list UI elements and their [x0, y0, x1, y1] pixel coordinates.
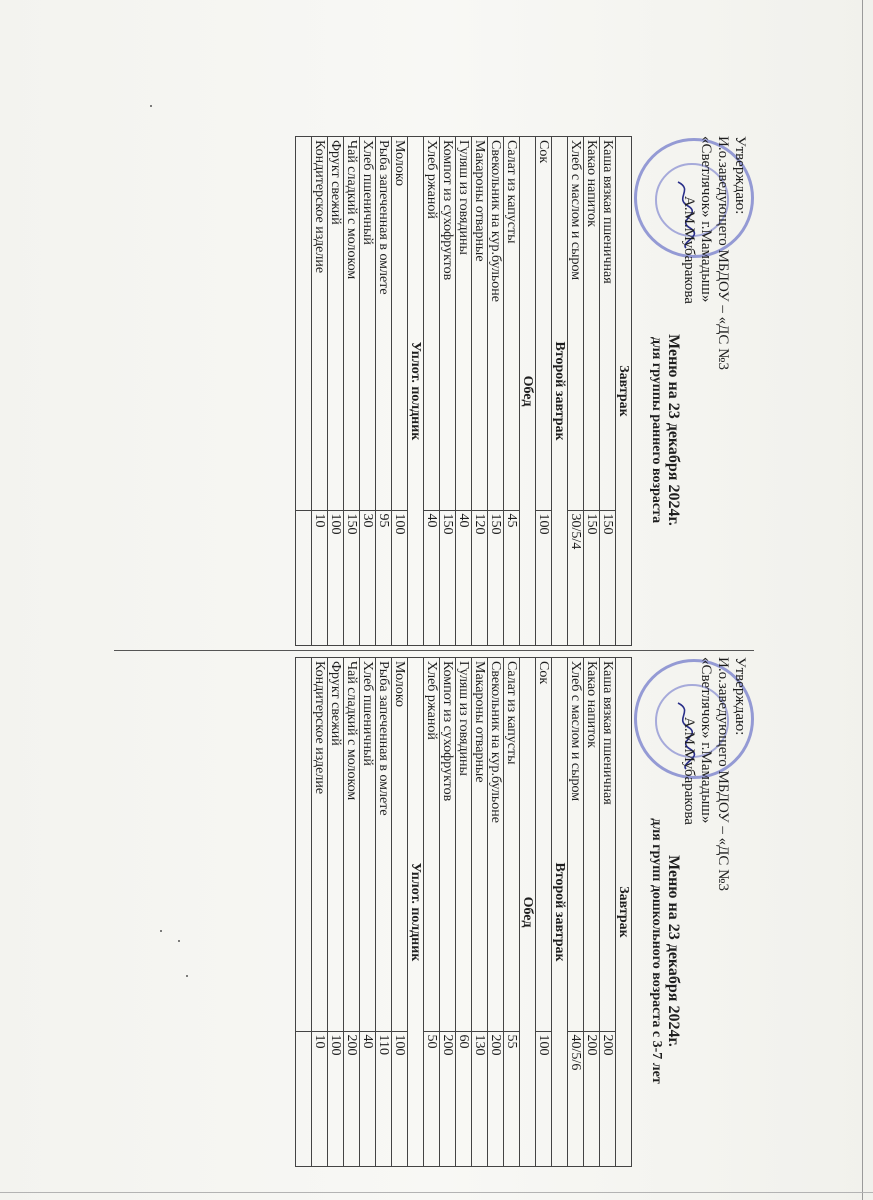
- dish-name: Сок: [536, 658, 552, 1032]
- section-heading: Завтрак: [616, 137, 632, 646]
- dish-name: Рыба запеченная в омлете: [376, 658, 392, 1032]
- dish-portion: 200: [600, 1031, 616, 1166]
- table-row: [376, 137, 392, 646]
- scan-speck: [150, 105, 152, 107]
- dish-portion: 40/5/6: [568, 1031, 584, 1166]
- table-row: [504, 658, 520, 1167]
- section-row: [408, 658, 424, 1167]
- section-heading: Обед: [520, 137, 536, 646]
- menu-title: Меню на 23 декабря 2024г.: [665, 334, 682, 526]
- table-row: [456, 137, 472, 646]
- section-heading: Обед: [520, 658, 536, 1167]
- menu-table: [295, 657, 632, 1167]
- dish-portion: 100: [392, 510, 408, 645]
- approval-line: «Светлячок» г.Мамадыш»: [698, 657, 714, 824]
- dish-portion: 40: [456, 510, 472, 645]
- section-heading: Второй завтрак: [552, 137, 568, 646]
- section-row: [552, 658, 568, 1167]
- dish-name: Фрукт свежий: [328, 658, 344, 1032]
- dish-portion: 100: [392, 1031, 408, 1166]
- dish-name: Чай сладкий с молоком: [344, 658, 360, 1032]
- table-row: [296, 658, 312, 1167]
- approval-line: И.о.заведующего МБДОУ – «ДС №3: [715, 136, 731, 370]
- dish-portion: 100: [536, 1031, 552, 1166]
- table-row: [344, 137, 360, 646]
- dish-name: Молоко: [392, 137, 408, 511]
- dish-name: Фрукт свежий: [328, 137, 344, 511]
- section-row: [520, 658, 536, 1167]
- dish-name: Компот из сухофруктов: [440, 137, 456, 511]
- dish-name: Чай сладкий с молоком: [344, 137, 360, 511]
- dish-name: Компот из сухофруктов: [440, 658, 456, 1032]
- approval-line: «Светлячок» г.Мамадыш»: [698, 136, 714, 303]
- section-row: [616, 137, 632, 646]
- table-row: [600, 137, 616, 646]
- dish-name: Салат из капусты: [504, 137, 520, 511]
- dish-name: Хлеб ржаной: [424, 658, 440, 1032]
- dish-portion: 200: [440, 1031, 456, 1166]
- dish-name: Каша вязкая пшеничная: [600, 658, 616, 1032]
- table-row: [360, 137, 376, 646]
- table-row: [344, 658, 360, 1167]
- table-row: [328, 137, 344, 646]
- table-row: [568, 658, 584, 1167]
- approval-block: [680, 657, 748, 891]
- dish-name: Салат из капусты: [504, 658, 520, 1032]
- table-row: [504, 137, 520, 646]
- dish-portion: 100: [328, 1031, 344, 1166]
- dish-portion: 110: [376, 1031, 392, 1166]
- dish-portion: 150: [488, 510, 504, 645]
- table-row: [472, 137, 488, 646]
- table-row: [312, 137, 328, 646]
- dish-portion: 30: [360, 510, 376, 645]
- section-heading: Уплот. полдник: [408, 658, 424, 1167]
- dish-portion: [296, 1031, 312, 1166]
- dish-portion: 100: [328, 510, 344, 645]
- dish-name: Свекольник на кур.бульоне: [488, 137, 504, 511]
- table-row: [536, 137, 552, 646]
- page-edge-line: [862, 0, 863, 1200]
- dish-name: Макароны отварные: [472, 137, 488, 511]
- approval-line: Утверждаю:: [732, 657, 748, 736]
- menu-title: Меню на 23 декабря 2024г.: [665, 855, 682, 1047]
- menu-sheet: [114, 130, 754, 1170]
- table-row: [328, 658, 344, 1167]
- dish-portion: 60: [456, 1031, 472, 1166]
- table-row: [600, 658, 616, 1167]
- section-row: [408, 137, 424, 646]
- table-row: [312, 658, 328, 1167]
- dish-name: Кондитерское изделие: [312, 137, 328, 511]
- section-row: [520, 137, 536, 646]
- dish-portion: 120: [472, 510, 488, 645]
- table-row: [584, 137, 600, 646]
- dish-portion: 150: [584, 510, 600, 645]
- dish-name: [296, 137, 312, 511]
- dish-name: Хлеб ржаной: [424, 137, 440, 511]
- table-row: [488, 137, 504, 646]
- approval-line: Утверждаю:: [732, 136, 748, 215]
- menu-title-block: [648, 741, 682, 1161]
- dish-portion: 10: [312, 1031, 328, 1166]
- dish-name: Молоко: [392, 658, 408, 1032]
- dish-portion: [296, 510, 312, 645]
- table-row: [536, 658, 552, 1167]
- dish-name: Хлеб пшеничный: [360, 658, 376, 1032]
- dish-name: Какао напиток: [584, 137, 600, 511]
- dish-portion: 130: [472, 1031, 488, 1166]
- table-row: [456, 658, 472, 1167]
- table-row: [568, 137, 584, 646]
- approval-line: А.М.Мубаракова: [681, 717, 697, 825]
- approval-line: А.М.Мубаракова: [681, 196, 697, 304]
- menu-subtitle: для групп дошкольного возраста с 3-7 лет: [649, 818, 664, 1084]
- menu-early-age: [114, 130, 754, 650]
- dish-name: Свекольник на кур.бульоне: [488, 658, 504, 1032]
- section-heading: Уплот. полдник: [408, 137, 424, 646]
- table-row: [376, 658, 392, 1167]
- table-row: [392, 137, 408, 646]
- section-heading: Второй завтрак: [552, 658, 568, 1167]
- dish-portion: 95: [376, 510, 392, 645]
- dish-name: Гуляш из говядины: [456, 658, 472, 1032]
- menu-table-body: [296, 658, 632, 1167]
- dish-portion: 150: [440, 510, 456, 645]
- dish-name: Хлеб с маслом и сыром: [568, 658, 584, 1032]
- dish-name: Гуляш из говядины: [456, 137, 472, 511]
- section-row: [616, 658, 632, 1167]
- dish-portion: 200: [344, 1031, 360, 1166]
- menu-table: [295, 136, 632, 646]
- dish-portion: 150: [344, 510, 360, 645]
- table-row: [392, 658, 408, 1167]
- dish-portion: 100: [536, 510, 552, 645]
- dish-portion: 200: [488, 1031, 504, 1166]
- dish-name: Хлеб с маслом и сыром: [568, 137, 584, 511]
- dish-portion: 40: [360, 1031, 376, 1166]
- section-row: [552, 137, 568, 646]
- table-row: [440, 137, 456, 646]
- table-row: [488, 658, 504, 1167]
- approval-block: [680, 136, 748, 370]
- dish-portion: 30/5/4: [568, 510, 584, 645]
- dish-name: Каша вязкая пшеничная: [600, 137, 616, 511]
- table-row: [472, 658, 488, 1167]
- section-heading: Завтрак: [616, 658, 632, 1167]
- table-row: [584, 658, 600, 1167]
- menu-table-body: [296, 137, 632, 646]
- table-row: [424, 658, 440, 1167]
- table-row: [360, 658, 376, 1167]
- dish-portion: 150: [600, 510, 616, 645]
- dish-name: Рыба запеченная в омлете: [376, 137, 392, 511]
- dish-portion: 45: [504, 510, 520, 645]
- menu-subtitle: для группы раннего возраста: [649, 336, 664, 524]
- dish-name: Макароны отварные: [472, 658, 488, 1032]
- dish-name: Хлеб пшеничный: [360, 137, 376, 511]
- approval-line: И.о.заведующего МБДОУ – «ДС №3: [715, 657, 731, 891]
- dish-portion: 55: [504, 1031, 520, 1166]
- dish-name: Кондитерское изделие: [312, 658, 328, 1032]
- dish-portion: 10: [312, 510, 328, 645]
- dish-portion: 40: [424, 510, 440, 645]
- menu-title-block: [648, 220, 682, 640]
- table-row: [296, 137, 312, 646]
- dish-portion: 200: [584, 1031, 600, 1166]
- table-row: [424, 137, 440, 646]
- dish-portion: 50: [424, 1031, 440, 1166]
- dish-name: Сок: [536, 137, 552, 511]
- dish-name: [296, 658, 312, 1032]
- table-row: [440, 658, 456, 1167]
- menu-preschool-age: [114, 650, 754, 1171]
- dish-name: Какао напиток: [584, 658, 600, 1032]
- page-fold-line: [0, 1192, 873, 1193]
